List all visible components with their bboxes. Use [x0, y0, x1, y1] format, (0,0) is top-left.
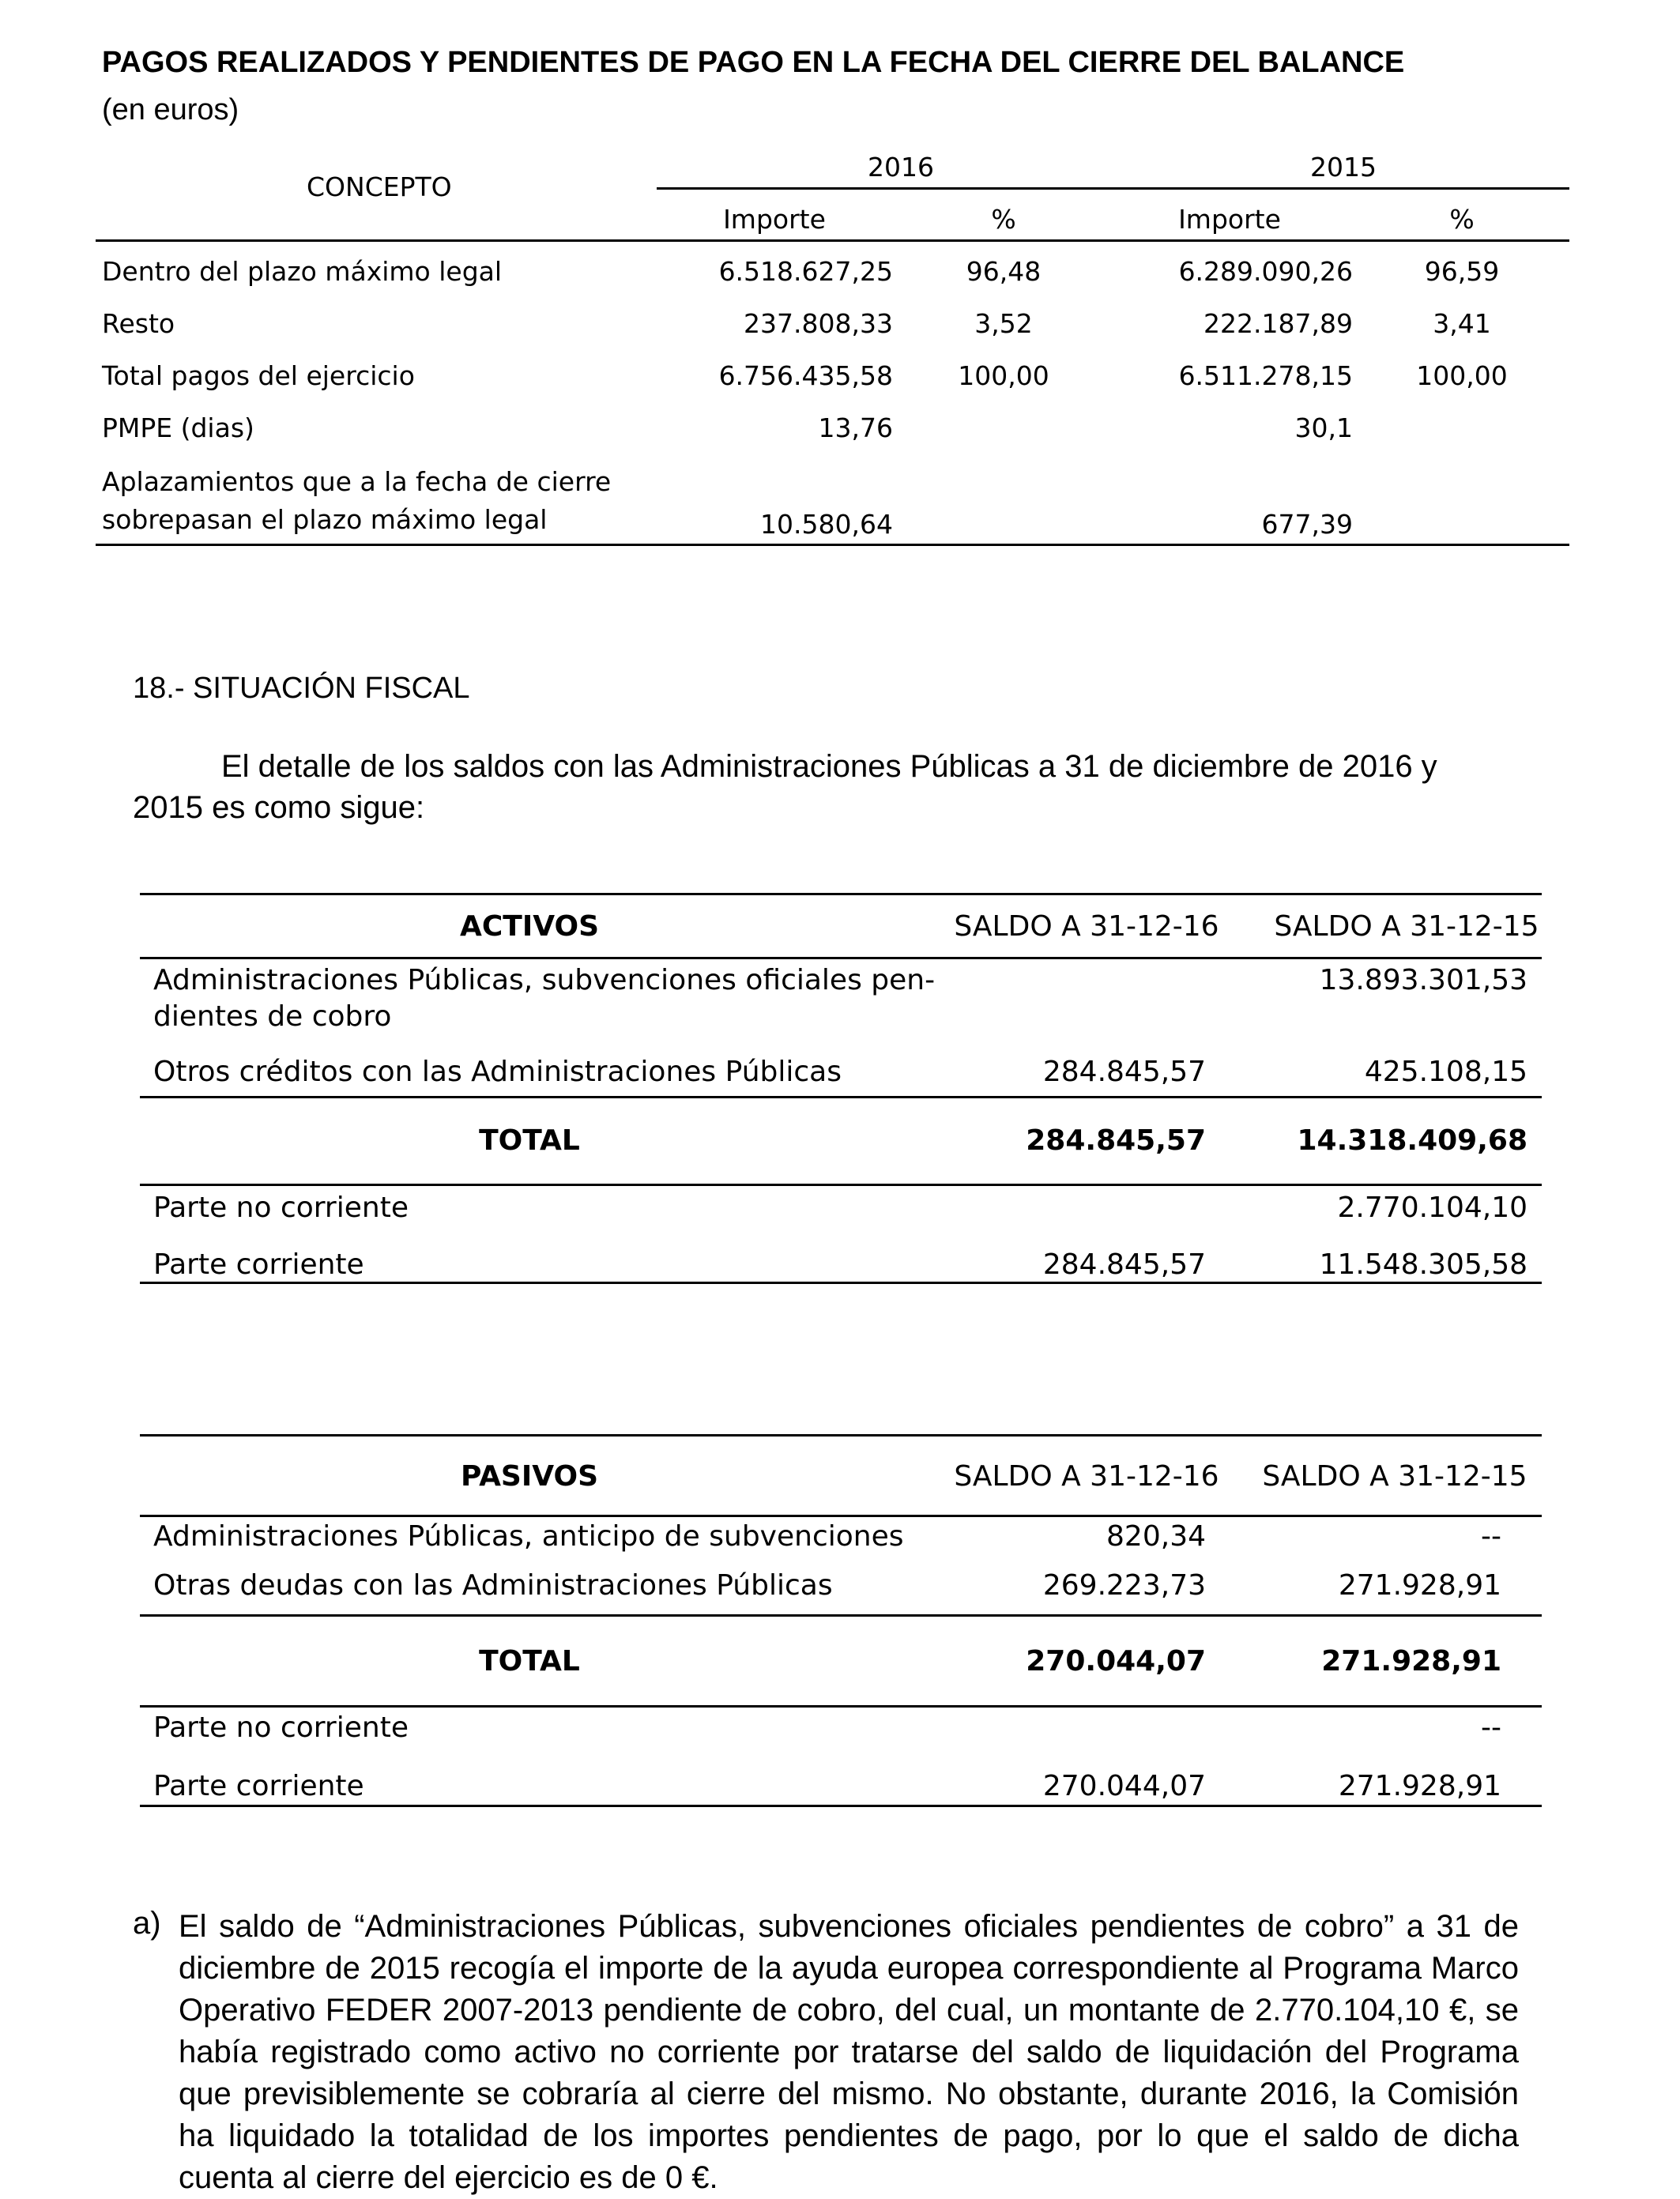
activos-header-rule — [140, 957, 1542, 959]
row-pct-2016: 100,00 — [958, 360, 1049, 391]
total-2016: 284.845,57 — [1026, 1124, 1206, 1157]
total-label: TOTAL — [479, 1645, 580, 1677]
header-divider — [96, 239, 1569, 242]
row-importe-2016: 13,76 — [818, 412, 893, 443]
row-pct-2016: 3,52 — [974, 308, 1033, 339]
importe-2015-header: Importe — [1178, 204, 1281, 235]
intro-text-cont: 2015 es como sigue: — [133, 790, 425, 825]
total-label: TOTAL — [479, 1124, 580, 1157]
row-label: Parte corriente — [153, 1770, 364, 1802]
year-divider — [657, 187, 1569, 190]
row-importe-2015: 222.187,89 — [1203, 308, 1353, 339]
activos-col-2016: SALDO A 31-12-16 — [954, 910, 1219, 943]
row-concept: Aplazamientos que a la fecha de cierre — [102, 466, 612, 497]
year-2016-header: 2016 — [868, 152, 934, 183]
row-pct-2015: 100,00 — [1416, 360, 1508, 391]
row-label: Parte corriente — [153, 1248, 364, 1281]
row-concept-cont: sobrepasan el plazo máximo legal — [102, 504, 548, 535]
activos-header: ACTIVOS — [460, 910, 599, 943]
row-2015: 2.770.104,10 — [1337, 1192, 1527, 1224]
row-concept: Total pagos del ejercicio — [102, 360, 415, 391]
row-2015: 13.893.301,53 — [1319, 964, 1527, 996]
pasivos-col-2016: SALDO A 31-12-16 — [954, 1460, 1219, 1493]
pct-2015-header: % — [1449, 204, 1475, 235]
total-2015: 271.928,91 — [1321, 1645, 1501, 1677]
row-label: Parte no corriente — [153, 1192, 409, 1224]
row-2015: 271.928,91 — [1338, 1569, 1501, 1602]
activos-col-2015: SALDO A 31-12-15 — [1274, 910, 1539, 943]
pasivos-header-rule — [140, 1515, 1542, 1517]
table-bottom-rule — [96, 544, 1569, 546]
pasivos-col-2015: SALDO A 31-12-15 — [1262, 1460, 1527, 1493]
intro-text: El detalle de los saldos con las Administraciones Públicas a 31 de diciembre de 2016 y — [221, 749, 1437, 784]
row-importe-2015: 30,1 — [1294, 412, 1353, 443]
importe-2016-header: Importe — [723, 204, 826, 235]
row-2016: 820,34 — [1106, 1520, 1206, 1553]
row-2015: -- — [1481, 1711, 1501, 1744]
row-pct-2016: 96,48 — [966, 256, 1042, 287]
row-importe-2015: 677,39 — [1261, 509, 1353, 540]
activos-bottom-rule — [140, 1282, 1542, 1284]
row-2015: 11.548.305,58 — [1319, 1248, 1527, 1281]
row-label: Otros créditos con las Administraciones Públicas — [153, 1056, 842, 1088]
row-importe-2016: 6.518.627,25 — [718, 256, 893, 287]
activos-top-rule — [140, 893, 1542, 895]
concepto-header: CONCEPTO — [307, 171, 452, 202]
row-concept: Dentro del plazo máximo legal — [102, 256, 503, 287]
pasivos-top-rule — [140, 1434, 1542, 1437]
row-label: Parte no corriente — [153, 1711, 409, 1744]
row-concept: Resto — [102, 308, 175, 339]
row-importe-2015: 6.289.090,26 — [1178, 256, 1353, 287]
row-2016: 269.223,73 — [1042, 1569, 1206, 1602]
row-pct-2015: 96,59 — [1424, 256, 1500, 287]
row-importe-2015: 6.511.278,15 — [1178, 360, 1353, 391]
pagos-subtitle: (en euros) — [102, 93, 239, 126]
pasivos-header: PASIVOS — [460, 1460, 599, 1493]
row-2016: 284.845,57 — [1042, 1056, 1206, 1088]
row-concept: PMPE (dias) — [102, 412, 254, 443]
pasivos-total-rule — [140, 1614, 1542, 1617]
row-importe-2016: 10.580,64 — [760, 509, 893, 540]
activos-total-rule — [140, 1096, 1542, 1098]
row-importe-2016: 6.756.435,58 — [718, 360, 893, 391]
note-paragraph: El saldo de “Administraciones Públicas, subvenciones oficiales pendientes de cobro” a 31 de diciembre de 2015 recogía el importe de la ayuda europea correspondiente al Programa Marco Operativo FEDER 2007-2013 pendiente de cobro, del cual, un montante de 2.770.104,10 €, se había registrado como activo no corriente por tratarse del saldo de liquidación del Programa que previsiblemente se cobraría al cierre del mismo. No obstante, durante 2016, la Comisión ha liquidado la totalidad de los importes pendientes de pago, por lo que el saldo de dicha cuenta al cierre del ejercicio es de 0 €. — [179, 1909, 1519, 2195]
pasivos-bottom-rule — [140, 1805, 1542, 1807]
row-2016: 284.845,57 — [1042, 1248, 1206, 1281]
row-label: Otras deudas con las Administraciones Públicas — [153, 1569, 833, 1602]
row-2015: -- — [1481, 1520, 1501, 1553]
row-label-cont: dientes de cobro — [153, 1000, 392, 1033]
row-2016: 270.044,07 — [1042, 1770, 1206, 1802]
row-importe-2016: 237.808,33 — [744, 308, 893, 339]
total-2015: 14.318.409,68 — [1297, 1124, 1527, 1157]
section-heading: 18.- SITUACIÓN FISCAL — [133, 672, 470, 705]
year-2015-header: 2015 — [1310, 152, 1377, 183]
activos-total-bottom-rule — [140, 1184, 1542, 1186]
row-pct-2015: 3,41 — [1433, 308, 1491, 339]
pct-2016-header: % — [991, 204, 1016, 235]
pasivos-total-bottom-rule — [140, 1705, 1542, 1708]
row-2015: 271.928,91 — [1338, 1770, 1501, 1802]
total-2016: 270.044,07 — [1026, 1645, 1206, 1677]
row-2015: 425.108,15 — [1364, 1056, 1527, 1088]
note-marker: a) — [133, 1906, 161, 1941]
row-label: Administraciones Públicas, anticipo de subvenciones — [153, 1520, 904, 1553]
row-label: Administraciones Públicas, subvenciones oficiales pen- — [153, 964, 936, 996]
pagos-title: PAGOS REALIZADOS Y PENDIENTES DE PAGO EN LA FECHA DEL CIERRE DEL BALANCE — [102, 46, 1405, 79]
